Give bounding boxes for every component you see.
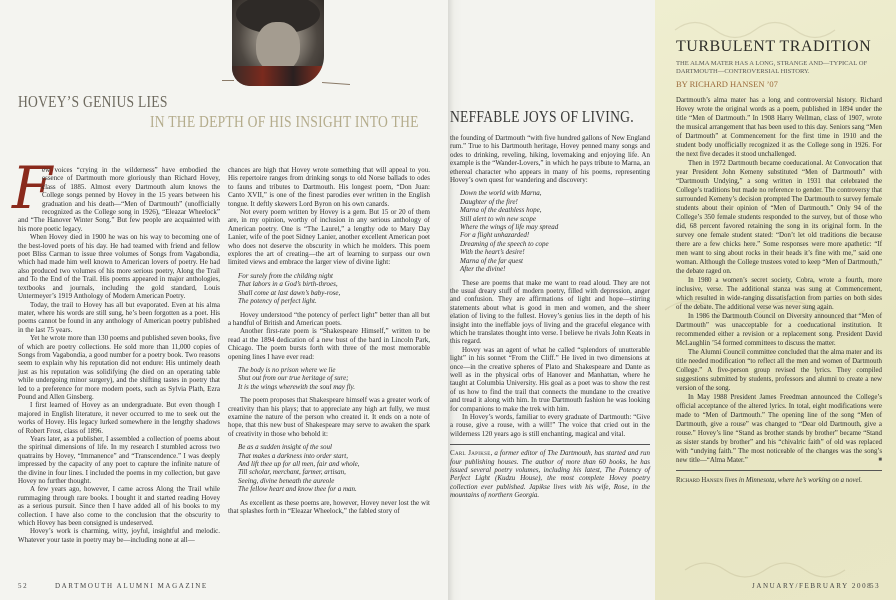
page-number-right: 53 xyxy=(870,582,881,590)
magazine-title-footer: DARTMOUTH ALUMNI MAGAZINE xyxy=(55,582,208,590)
headline-line-3: NEFFABLE JOYS OF LIVING. xyxy=(450,107,634,126)
poem-line: Still alert to win new scope xyxy=(460,214,537,223)
author-name: Richard Hansen xyxy=(676,477,723,484)
paragraph: Today, the trail to Hovey has all but evaporated. Even at his alma mater, where his words are still sung, he’s been forgotten as a poet. His poems cannot be found in any anthology of American poetry published in the last 75 years. xyxy=(18,300,220,334)
sidebar-byline: BY RICHARD HANSEN ’07 xyxy=(676,79,778,89)
paragraph: the founding of Dartmouth “with five hundred gallons of New England rum.” True to his Dartmouth heritage, Hovey penned many songs and odes to drinking, reveling, hiking, lovemaking and enjoying life. An example is the “Wander-Lovers,” in which he pays tribute to Marna, an ethereal character who appears in many of his poems, representing Hovey’s own quest for wandering and discovery: xyxy=(450,134,650,185)
author-bio xyxy=(450,444,650,499)
poem-line: It is the wings wherewith the soul may fly. xyxy=(238,382,355,391)
poem-line: That makes a darkness into order start, xyxy=(238,451,348,460)
paragraph: Hovey was an agent of what he called “splendors of unutterable light” in his sonnet “From the Cliff.” He lived in two dimensions at once—in the creative spheres of Plato and Shakespeare and Dante as well as in the physical orbs of Hanover and Manhattan, where he taught at Columbia University. His goal as a poet was to show the rest of us how to find the trail that connects the mundane to the creative and tread it along with him. In true Dartmouth fashion he was looking for companions to make the trek with him. xyxy=(450,345,650,413)
drop-cap: F xyxy=(12,154,53,222)
poem-line: For surely from the childing night xyxy=(238,271,333,280)
author-name: Carl Japikse xyxy=(450,449,491,458)
sidebar-author-bio xyxy=(676,470,882,485)
paragraph: When Hovey died in 1900 he was on his way to becoming one of the best-loved poets of his day. He had teamed with friend and fellow poet Bliss Carman to issue three volumes of Songs from Vagabondia, which had made him well known to American lovers of poetry. He had also produced two volumes of his more serious poetry, Along the Trail and To the End of the Trail. His poems appeared in major anthologies, textbooks and journals, including the gold standard, Louis Untermeyer’s 1919 Anthology of Modern American Poetry. xyxy=(18,233,220,301)
paragraph: In 1986 the Dartmouth Council on Diversity announced that “Men of Dartmouth” was unacceptable for a coeducational institution. It recommended either a revision or a replacement song. President David McLaughlin ’54 formed committees to discuss the matter. xyxy=(676,313,882,347)
poem-line: The body is no prison where we lie xyxy=(238,365,336,374)
sidebar-body xyxy=(676,96,882,485)
poem-excerpt xyxy=(238,443,430,493)
paragraph: In Hovey’s words, familiar to every graduate of Dartmouth: “Give a rouse, give a rouse, with a will!” The voice that cried out in the wilderness 120 years ago is still enchanting, magical and vital. xyxy=(450,413,650,438)
paragraph: I first learned of Hovey as an undergraduate. But even though I majored in English literature, it never occurred to me to seek out the works of Hovey. His legacy lurked somewhere in the lengthy shadows of Robert Frost, class of 1896. xyxy=(18,401,220,435)
paragraph: Dartmouth’s alma mater has a long and controversial history. Richard Hovey wrote the original words as a poem, published in 1894 under the title “Men of Dartmouth.” In 1908 Harry Wellman, class of 1907, wrote the musical arrangement that has been used to this day. Seniors sang “Men of Dartmouth” at Commencement for the first time in 1910 and the student body unofficially recognized it as the College song in 1926. For the next five decades it stood unchallenged. xyxy=(676,97,882,158)
paragraph: In May 1988 President James Freedman announced the College’s official acceptance of the altered lyrics. In total, eight modifications were made to “Men of Dartmouth.” The opening line of the song “Men of Dartmouth, give a rouse” was changed to “Dear old Dartmouth, give a rouse.” Hovey’s line “Stand as brother stands by brother” became “Stand as sister stands by brother” and his “chivalric faith” of old was replaced with “undying faith.” The most noticeable of the changes was the song’s new title—“Alma Mater.” xyxy=(676,394,882,464)
poem-excerpt xyxy=(460,189,650,273)
paragraph: The Alumni Council committee concluded that the alma mater and its title needed modification “to reflect all the men and women of Dartmouth College.” A five-person group revised the lyrics. They compiled suggestions submitted by students, professors and alumni to create a new version of the song. xyxy=(676,349,882,392)
author-bio-text: lives in Minnesota, where he’s working on a novel. xyxy=(722,477,863,484)
paragraph: Not every poem written by Hovey is a gem. But 15 or 20 of them are, in my opinion, worthy of inclusion in any serious anthology of American poetry. One is “The Laurel,” a lengthy ode to Mary Day Lanier, wife of the poet Sidney Lanier, another excellent American poet who does not deserve the obscurity in which he molders. This poem explores the art of creating—the art of learning to surpass our own limited views and embrace the larger view of divine light: xyxy=(228,208,430,267)
poem-line: Marna of the far quest xyxy=(460,256,523,265)
paragraph: A few years ago, however, I came across Along the Trail while rummaging through rare books. I bought it and started reading Hovey as a serious pursuit. Since then I have added all of his books to my collection. I have also come to the conclusion that the obscurity to which Hovey has been consigned is undeserved. xyxy=(18,485,220,528)
article-column-3 xyxy=(450,134,650,500)
poem-line: For a flight unhazarded! xyxy=(460,231,530,240)
poem-line: Shall come at last dawn’s baby-rose, xyxy=(238,288,341,297)
paragraph: Then in 1972 Dartmouth became coeducational. At Convocation that year President John Kemeny substituted “Men of Dartmouth” with “Dartmouth Undying,” a song written in 1931 that celebrated the College’s traditions but made no reference to gender. The controversy that surrounded Kemeny’s decision prompted The Dartmouth to survey female students about their opinion of “Men of Dartmouth.” Only 94 of the College’s 350 female students responded to the survey, but of those who did, 68 percent favored retaining the song in its original form. In the survey one female student stated: “Don’t let old traditions die because there are a few chicks here.” Some responses were more apathetic: “If men want to sing about rocks in their heads it’s fine with me,” said one woman. Although the College trustees voted to keep “Men of Dartmouth,” the debate raged on. xyxy=(676,160,882,275)
article-column-1 xyxy=(12,154,220,544)
poem-line: Marna of the deathless hope, xyxy=(460,206,542,215)
poem-line: Seeing, divine beneath the aureole xyxy=(238,476,335,485)
headline-line-1: HOVEY’S GENIUS LIES xyxy=(18,92,168,111)
paragraph: As excellent as these poems are, however, Hovey never lost the wit that splashes forth in “Eleazar Wheelock,” the fabled story of xyxy=(228,498,430,516)
paragraph: chances are high that Hovey wrote something that will appeal to you. His repertoire ranges from drinking songs to old Norse ballads to odes to fauns and tributes to Dartmouth. His longest poem, “Don Juan: Canto XVII,” is one of the finest parodies ever written in the English tongue. It deftly skewers Lord Byron on his own canards. xyxy=(228,166,430,208)
paragraph: Yet he wrote more than 130 poems and published seven books, five of which are poetry collections. He sold more than 11,000 copies of Songs from Vagabondia, a good number for a poetry book. Two reasons seem to explain why his reputation did not endure: His untimely death just as his reputation was solidifying (he died on an operating table while undergoing minor surgery), and the shifting tastes in poetry that led to a preference for more modern poets, such as Sylvia Plath, Ezra Pound and Allen Ginsberg. xyxy=(18,334,220,401)
paragraph: Hovey understood “the potency of perfect light” better than all but a handful of British and American poets. xyxy=(228,310,430,327)
page-number-left: 52 xyxy=(18,582,29,590)
poem-line: Dreaming of the speech to cope xyxy=(460,239,549,248)
poem-line: Be as a sudden insight of the soul xyxy=(238,443,332,452)
article-column-2 xyxy=(228,166,430,515)
poem-excerpt xyxy=(238,272,430,306)
ornament-line xyxy=(222,80,234,81)
poem-line: The potency of perfect light. xyxy=(238,297,317,306)
poem-line: Till scholar, merchant, farmer, artisan, xyxy=(238,468,346,477)
author-bio-text: , a former editor of The Dartmouth, has started and run four publishing houses. The author of more than 60 books, he has issued several poetry volumes, including his latest, The Potency of Perfect Light (Kudzu House), the most complete Hovey poetry collection ever published. Japikse lives with his wife, Rose, in the mountains of northern Georgia. xyxy=(450,449,650,500)
poem-excerpt xyxy=(238,366,430,391)
issue-date-footer: JANUARY/FEBRUARY 2008 xyxy=(752,582,873,590)
poem-line: Where the wings of life may spread xyxy=(460,223,559,232)
poem-line: With the heart’s desire! xyxy=(460,248,525,257)
poem-line: Daughter of the fire! xyxy=(460,197,518,206)
paragraph: The poem proposes that Shakespeare himself was a greater work of creativity than his plays; that to appreciate any high art fully, we must examine the nature of the person who created it. It ends on a note of hope, that this new bust of Shakespeare may serve to awaken the spark of creativity in those who behold it: xyxy=(228,396,430,438)
paragraph: In 1980 a women’s secret society, Cobra, wrote a fourth, more inclusive, verse. The additional stanza was sung at Commencement, which resulted in wide-ranging dissatisfaction from parties on both sides of the debate. The additional verse was never sung again. xyxy=(676,277,882,311)
poem-line: Down the world with Marna, xyxy=(460,189,542,198)
paragraph: Another first-rate poem is “Shakespeare Himself,” written to be read at the 1894 dedication of a new bust of the bard in Lincoln Park, Chicago. The poem bursts forth with three of the most memorable opening lines I have ever read: xyxy=(228,327,430,361)
paragraph: These are poems that make me want to read aloud. They are not the usual dreary stuff of modern poetry, filled with depression, anger and confusion. They are affirmations of light and hope—stirring statements about what is good in men and women, and the sheer elation of living to the fullest. Hovey’s genius lies in the depth of his insight into the ineffable joys of living and the graceful elegance with which he translates thought into verse. I believe he rivals John Keats in this regard. xyxy=(450,278,650,346)
poem-line: The fellow heart and know thee for a man. xyxy=(238,485,357,494)
end-mark-icon: ■ xyxy=(878,457,882,463)
paragraph: Hovey’s work is charming, witty, joyful, insightful and melodic. Whatever your taste in poetry may be—including none at all— xyxy=(18,527,220,544)
poem-line: That labors in a God’s birth-throes, xyxy=(238,280,338,289)
poem-line: Shut out from our true heritage of sure; xyxy=(238,374,349,383)
paragraph: Years later, as a publisher, I assembled a collection of poems about the spiritual dimensions of life. In my research I stumbled across two quatrains by Hovey, “Immanence” and “Transcendence.” I was deeply impressed by the capacity of any poet to capture the infinite nature of the divine in four lines. I included the poems in my collection, but gave Hovey no further thought. xyxy=(18,435,220,486)
hovey-portrait-photo xyxy=(232,0,324,86)
paragraph: ew voices “crying in the wilderness” have embodied the essence of Dartmouth more gloriously than Richard Hovey, class of 1885. Almost every Dartmouth alum knows the College songs penned by Hovey in the 15 years between his graduation and his death—“Men of Dartmouth” (unofficially recognized as the College song in 1926), “Eleazar Wheelock” and “The Hanover Winter Song.” But few people are acquainted with his more poetic legacy. xyxy=(18,166,220,233)
poem-line: And lift thee up for all men, fair and whole, xyxy=(238,460,360,468)
sidebar-title: TURBULENT TRADITION xyxy=(676,38,872,55)
sidebar-deck: THE ALMA MATER HAS A LONG, STRANGE AND—TYPICAL OF DARTMOUTH—CONTROVERSIAL HISTORY. xyxy=(676,60,868,75)
poem-line: After the divine! xyxy=(460,265,506,274)
headline-line-2: IN THE DEPTH OF HIS INSIGHT INTO THE xyxy=(150,112,419,131)
